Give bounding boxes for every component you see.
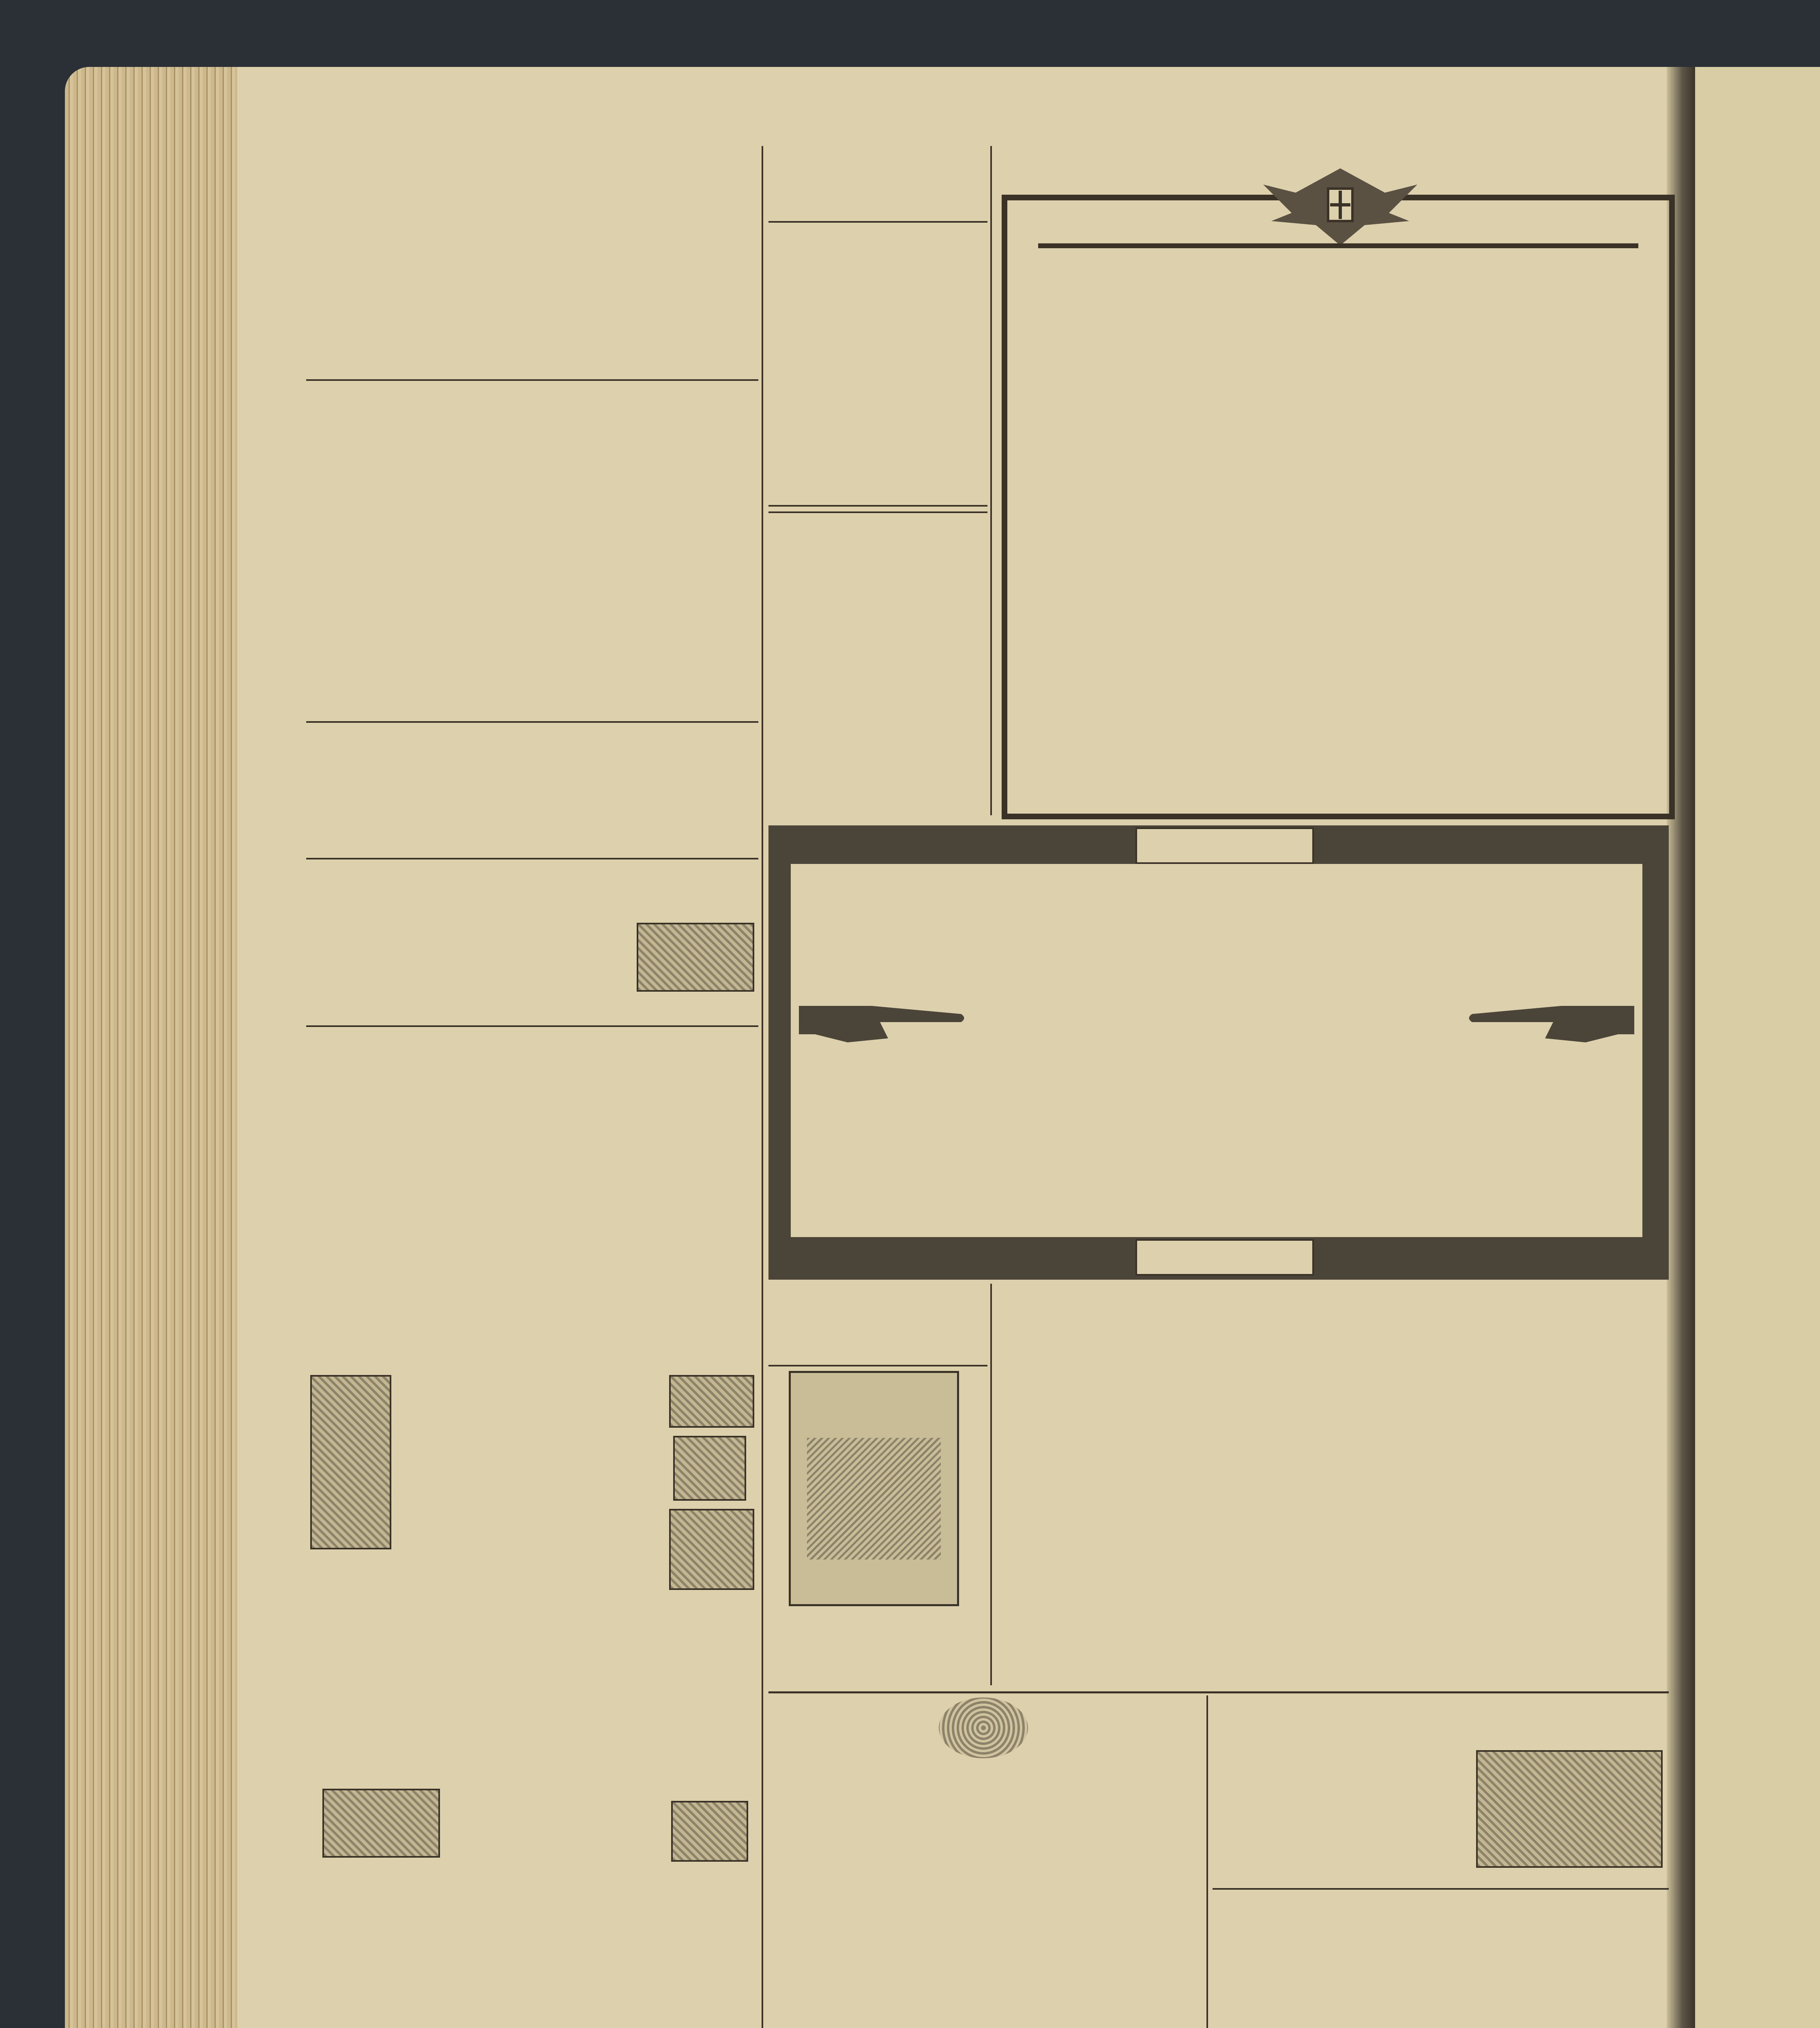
feuerloesch-ad — [996, 1286, 1669, 1687]
holzarbeiter-ad — [768, 227, 987, 507]
trunk-illustration — [322, 1789, 440, 1858]
column-rule — [762, 146, 763, 2028]
divider — [768, 511, 987, 513]
column-rule — [990, 1284, 992, 1685]
loewen-ad — [1213, 1697, 1669, 1888]
sonntags-bottom-box — [1135, 1239, 1314, 1276]
caricature-face-illustration — [939, 1697, 1028, 1758]
regulator-clock-illustration — [310, 1375, 391, 1549]
wine-barrel-illustration — [671, 1801, 748, 1862]
zu-kaufen-ad — [306, 862, 758, 1028]
versteigerung-ad — [306, 1030, 758, 2028]
beer-mug-illustration — [673, 1436, 746, 1501]
divider — [768, 1691, 1669, 1693]
wine-bottle-illustration — [669, 1509, 754, 1590]
divider — [1213, 1888, 1669, 1890]
militaerkleider-ad — [768, 509, 987, 825]
persoenlichkeit-ad — [1213, 1892, 1669, 2028]
woman-illustration — [807, 1438, 941, 1560]
divider — [768, 221, 987, 223]
divider — [306, 721, 758, 723]
dance-hall-illustration — [1476, 1750, 1663, 1868]
schuhmacher-ad — [306, 385, 758, 722]
kladderadatsch-ad — [768, 1697, 1202, 2028]
divider — [768, 505, 987, 507]
column-rule — [1206, 1695, 1208, 2028]
bar-table-illustration — [669, 1375, 754, 1428]
next-page-strip — [1695, 67, 1820, 2028]
amtliche-bekanntmachung — [306, 142, 758, 377]
house-illustration — [637, 923, 754, 992]
zigaretten-ad — [795, 872, 1638, 1233]
pointing-hand-right-icon — [1464, 990, 1634, 1051]
verein-title — [1038, 243, 1638, 248]
sonntags-top-box — [1135, 827, 1314, 864]
hammelfleisch-ad — [306, 724, 758, 858]
verein-ad — [1014, 211, 1663, 811]
divider — [306, 379, 758, 381]
divider — [306, 858, 758, 859]
dixin-ad — [789, 1371, 959, 1606]
book-page-edges — [65, 67, 251, 2028]
pointing-hand-left-icon — [799, 990, 969, 1051]
column-rule — [990, 146, 992, 815]
ratten-ad — [768, 1286, 987, 1367]
divider — [306, 1025, 758, 1027]
divider — [768, 1365, 987, 1366]
